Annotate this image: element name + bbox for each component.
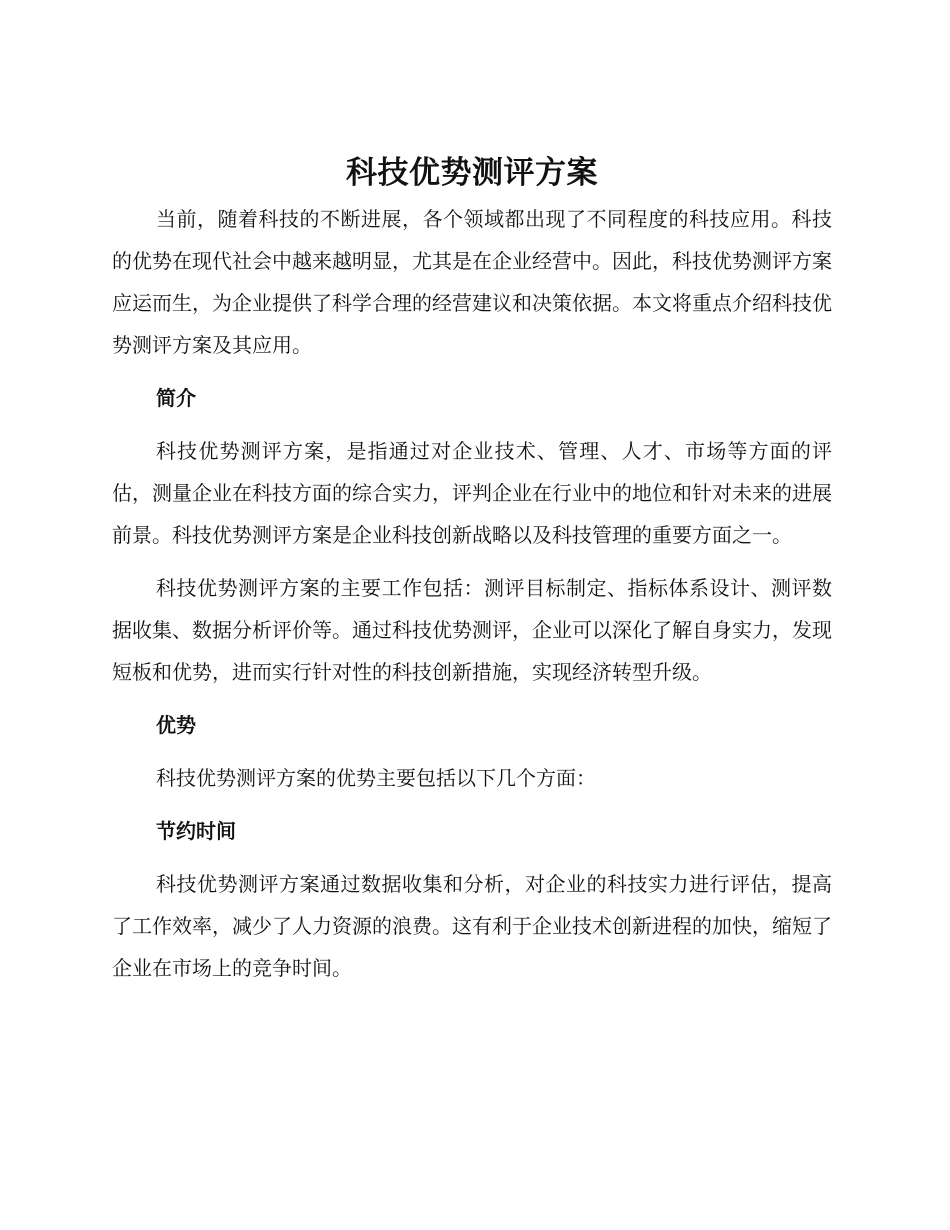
section-heading-save-time: 节约时间	[156, 819, 236, 843]
document-page	[112, 148, 832, 1000]
section-heading-intro: 简介	[156, 386, 196, 410]
intro-paragraph: 当前，随着科技的不断进展，各个领域都出现了不同程度的科技应用。科技的优势在现代社会中越来越明显，尤其是在企业经营中。因此，科技优势测评方案应运而生，为企业提供了科学合理的经营建议和决策依据。本文将重点介绍科技优势测评方案及其应用。	[112, 207, 832, 357]
document-title: 科技优势测评方案	[346, 155, 598, 191]
section-heading-advantages: 优势	[156, 713, 196, 737]
save-time-paragraph: 科技优势测评方案通过数据收集和分析，对企业的科技实力进行评估，提高了工作效率，减少了人力资源的浪费。这有利于企业技术创新进程的加快，缩短了企业在市场上的竞争时间。	[112, 872, 832, 980]
advantages-paragraph: 科技优势测评方案的优势主要包括以下几个方面：	[156, 766, 596, 790]
intro-work-paragraph: 科技优势测评方案的主要工作包括：测评目标制定、指标体系设计、测评数据收集、数据分析评价等。通过科技优势测评，企业可以深化了解自身实力，发现短板和优势，进而实行针对性的科技创新措施，实现经济转型升级。	[112, 576, 832, 684]
intro-definition-paragraph: 科技优势测评方案，是指通过对企业技术、管理、人才、市场等方面的评估，测量企业在科技方面的综合实力，评判企业在行业中的地位和针对未来的进展前景。科技优势测评方案是企业科技创新战略以及科技管理的重要方面之一。	[112, 439, 832, 547]
